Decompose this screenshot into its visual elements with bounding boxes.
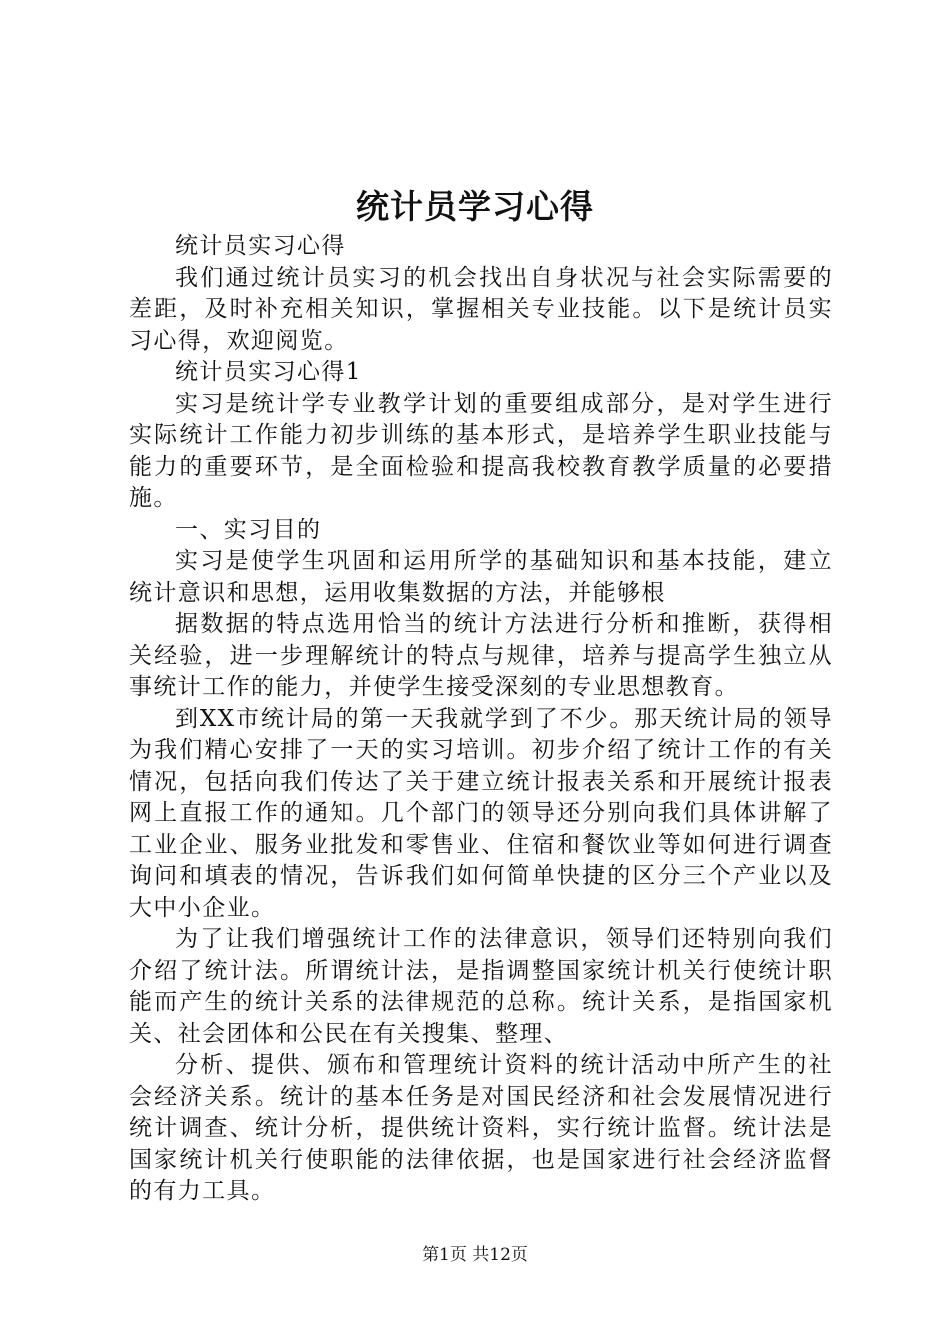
paragraph: 统计员实习心得1	[175, 359, 362, 385]
document-title: 统计员学习心得	[356, 187, 594, 226]
paragraph: 一、实习目的	[175, 516, 322, 543]
paragraph: 实习是使学生巩固和运用所学的基础知识和基本技能，建立统计意识和思想，运用收集数据的方法，并能够根	[129, 548, 833, 606]
paragraph: 统计员实习心得	[175, 233, 346, 259]
paragraph: 分析、提供、颁布和管理统计资料的统计活动中所产生的社会经济关系。统计的基本任务是对国民经济和社会发展情况进行统计调查、统计分析，提供统计资料，实行统计监督。统计法是国家统计机关行使职能的法律依据，也是国家进行社会经济监督的有力工具。	[129, 1052, 833, 1204]
paragraph: 据数据的特点选用恰当的统计方法进行分析和推断，获得相关经验，进一步理解统计的特点与规律，培养与提高学生独立从事统计工作的能力，并使学生接受深刻的专业思想教育。	[129, 611, 833, 700]
paragraph: 实习是统计学专业教学计划的重要组成部分，是对学生进行实际统计工作能力初步训练的基本形式，是培养学生职业技能与能力的重要环节，是全面检验和提高我校教育教学质量的必要措施。	[129, 390, 833, 511]
document-body	[129, 231, 833, 1208]
page-number-footer: 第1页 共12页	[422, 1245, 528, 1265]
paragraph: 为了让我们增强统计工作的法律意识，领导们还特别向我们介绍了统计法。所谓统计法，是指调整国家统计机关行使统计职能而产生的统计关系的法律规范的总称。统计关系，是指国家机关、社会团体和公民在有关搜集、整理、	[129, 926, 833, 1047]
paragraph: 到XX市统计局的第一天我就学到了不少。那天统计局的领导为我们精心安排了一天的实习培训。初步介绍了统计工作的有关情况，包括向我们传达了关于建立统计报表关系和开展统计报表网上直报工作的通知。几个部门的领导还分别向我们具体讲解了工业企业、服务业批发和零售业、住宿和餐饮业等如何进行调查询问和填表的情况，告诉我们如何简单快捷的区分三个产业以及大中小企业。	[129, 705, 833, 921]
paragraph: 我们通过统计员实习的机会找出自身状况与社会实际需要的差距，及时补充相关知识，掌握相关专业技能。以下是统计员实习心得，欢迎阅览。	[129, 264, 833, 354]
